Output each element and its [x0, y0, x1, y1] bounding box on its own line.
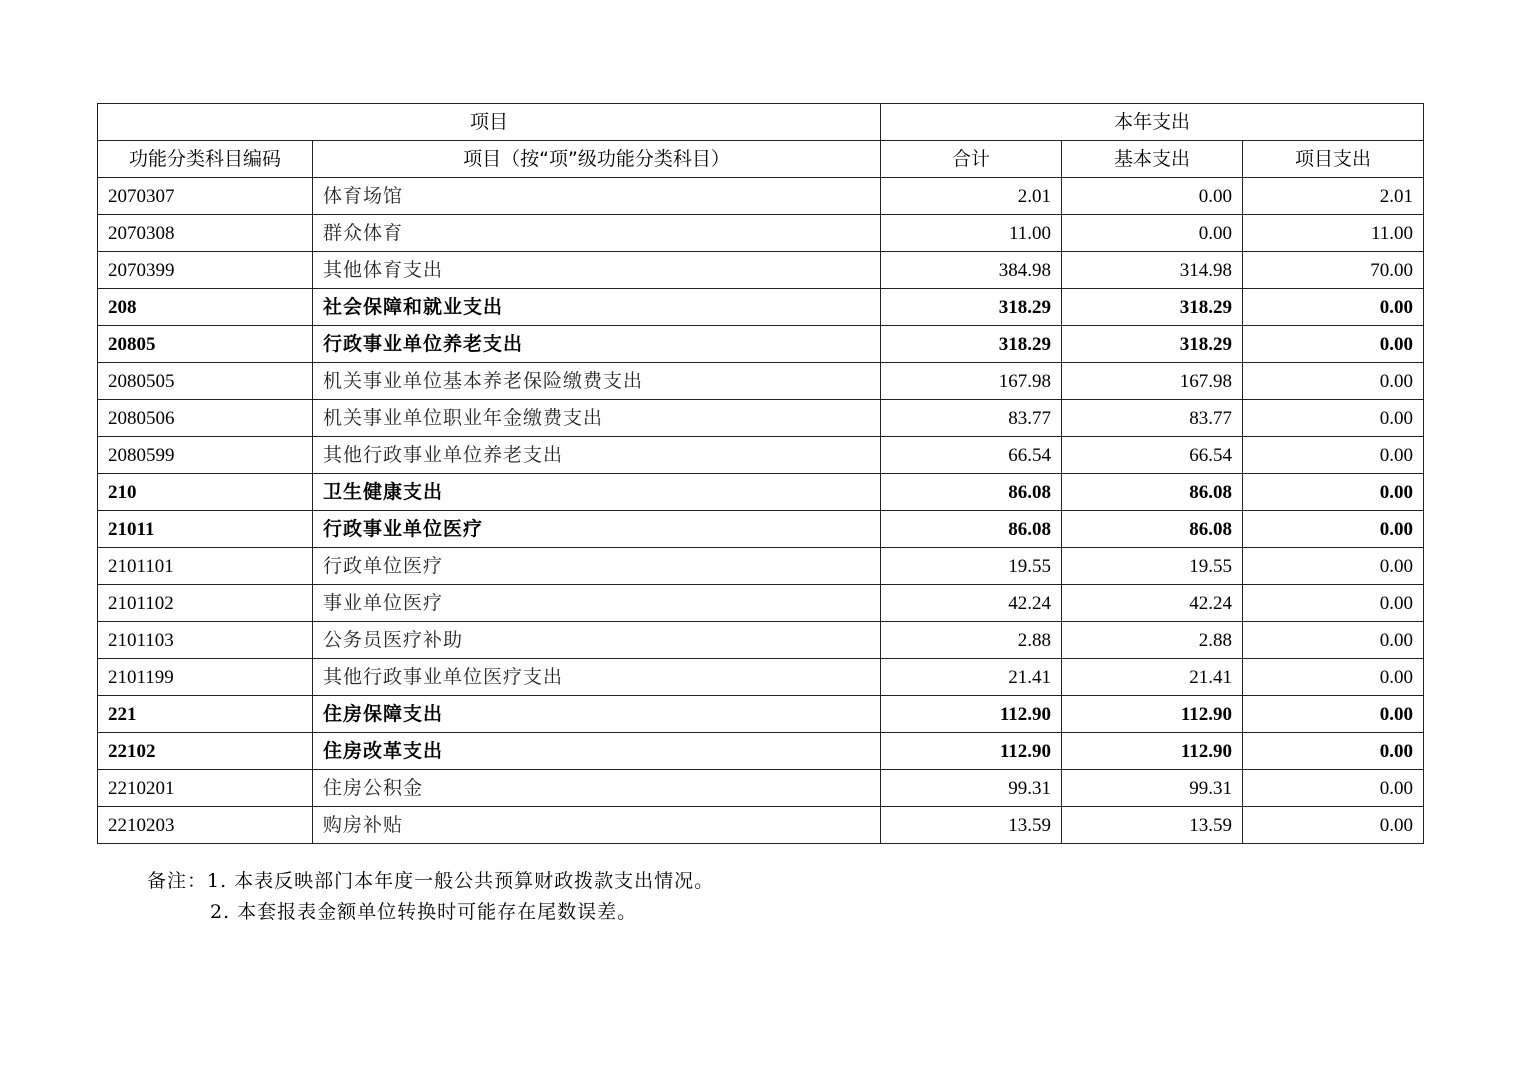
item-name-cell: 卫生健康支出	[313, 474, 881, 511]
total-cell: 167.98	[881, 363, 1062, 400]
header-row-columns	[98, 141, 1424, 178]
item-name-cell: 住房保障支出	[313, 696, 881, 733]
project-expenditure-cell: 2.01	[1243, 178, 1424, 215]
table-row	[98, 733, 1424, 770]
table-row	[98, 585, 1424, 622]
code-cell: 210	[98, 474, 313, 511]
code-cell: 2070308	[98, 215, 313, 252]
note-item: 2. 本套报表金额单位转换时可能存在尾数误差。	[210, 901, 638, 923]
total-cell: 83.77	[881, 400, 1062, 437]
header-current-year-expenditure: 本年支出	[881, 104, 1424, 141]
item-name-cell: 行政单位医疗	[313, 548, 881, 585]
basic-expenditure-cell: 167.98	[1062, 363, 1243, 400]
note-row-2	[147, 897, 714, 928]
table-row	[98, 289, 1424, 326]
basic-expenditure-cell: 2.88	[1062, 622, 1243, 659]
basic-expenditure-cell: 66.54	[1062, 437, 1243, 474]
table-row	[98, 807, 1424, 844]
basic-expenditure-cell: 86.08	[1062, 474, 1243, 511]
header-item: 项目（按“项”级功能分类科目）	[313, 141, 881, 178]
code-cell: 21011	[98, 511, 313, 548]
total-cell: 318.29	[881, 289, 1062, 326]
code-cell: 2101199	[98, 659, 313, 696]
code-cell: 208	[98, 289, 313, 326]
item-name-cell: 住房改革支出	[313, 733, 881, 770]
basic-expenditure-cell: 318.29	[1062, 289, 1243, 326]
table-row	[98, 511, 1424, 548]
basic-expenditure-cell: 0.00	[1062, 215, 1243, 252]
total-cell: 318.29	[881, 326, 1062, 363]
basic-expenditure-cell: 21.41	[1062, 659, 1243, 696]
note-row-1	[147, 866, 714, 897]
code-cell: 221	[98, 696, 313, 733]
project-expenditure-cell: 0.00	[1243, 437, 1424, 474]
project-expenditure-cell: 0.00	[1243, 622, 1424, 659]
item-name-cell: 行政事业单位医疗	[313, 511, 881, 548]
project-expenditure-cell: 0.00	[1243, 363, 1424, 400]
project-expenditure-cell: 0.00	[1243, 400, 1424, 437]
total-cell: 112.90	[881, 696, 1062, 733]
item-name-cell: 其他行政事业单位养老支出	[313, 437, 881, 474]
project-expenditure-cell: 0.00	[1243, 733, 1424, 770]
code-cell: 22102	[98, 733, 313, 770]
table-row	[98, 659, 1424, 696]
header-total: 合计	[881, 141, 1062, 178]
code-cell: 2080599	[98, 437, 313, 474]
project-expenditure-cell: 0.00	[1243, 511, 1424, 548]
basic-expenditure-cell: 13.59	[1062, 807, 1243, 844]
table-row	[98, 770, 1424, 807]
total-cell: 42.24	[881, 585, 1062, 622]
project-expenditure-cell: 0.00	[1243, 289, 1424, 326]
item-name-cell: 住房公积金	[313, 770, 881, 807]
basic-expenditure-cell: 318.29	[1062, 326, 1243, 363]
notes	[147, 866, 714, 928]
project-expenditure-cell: 0.00	[1243, 548, 1424, 585]
project-expenditure-cell: 0.00	[1243, 585, 1424, 622]
budget-table	[97, 103, 1424, 844]
total-cell: 99.31	[881, 770, 1062, 807]
header-row-top	[98, 104, 1424, 141]
basic-expenditure-cell: 112.90	[1062, 696, 1243, 733]
table-row	[98, 474, 1424, 511]
project-expenditure-cell: 0.00	[1243, 770, 1424, 807]
code-cell: 2070307	[98, 178, 313, 215]
table-row	[98, 215, 1424, 252]
code-cell: 2101103	[98, 622, 313, 659]
header-code: 功能分类科目编码	[98, 141, 313, 178]
table-row	[98, 548, 1424, 585]
note-item: 1. 本表反映部门本年度一般公共预算财政拨款支出情况。	[207, 870, 715, 892]
total-cell: 86.08	[881, 474, 1062, 511]
code-cell: 2080505	[98, 363, 313, 400]
code-cell: 2080506	[98, 400, 313, 437]
total-cell: 112.90	[881, 733, 1062, 770]
item-name-cell: 其他体育支出	[313, 252, 881, 289]
total-cell: 2.01	[881, 178, 1062, 215]
code-cell: 2210203	[98, 807, 313, 844]
table-row	[98, 326, 1424, 363]
item-name-cell: 群众体育	[313, 215, 881, 252]
item-name-cell: 事业单位医疗	[313, 585, 881, 622]
item-name-cell: 体育场馆	[313, 178, 881, 215]
table-row	[98, 696, 1424, 733]
basic-expenditure-cell: 112.90	[1062, 733, 1243, 770]
basic-expenditure-cell: 99.31	[1062, 770, 1243, 807]
code-cell: 20805	[98, 326, 313, 363]
basic-expenditure-cell: 42.24	[1062, 585, 1243, 622]
project-expenditure-cell: 0.00	[1243, 659, 1424, 696]
code-cell: 2101102	[98, 585, 313, 622]
project-expenditure-cell: 70.00	[1243, 252, 1424, 289]
total-cell: 19.55	[881, 548, 1062, 585]
total-cell: 13.59	[881, 807, 1062, 844]
item-name-cell: 机关事业单位职业年金缴费支出	[313, 400, 881, 437]
basic-expenditure-cell: 86.08	[1062, 511, 1243, 548]
item-name-cell: 社会保障和就业支出	[313, 289, 881, 326]
item-name-cell: 行政事业单位养老支出	[313, 326, 881, 363]
project-expenditure-cell: 0.00	[1243, 807, 1424, 844]
code-cell: 2101101	[98, 548, 313, 585]
total-cell: 21.41	[881, 659, 1062, 696]
basic-expenditure-cell: 314.98	[1062, 252, 1243, 289]
total-cell: 2.88	[881, 622, 1062, 659]
header-project: 项目	[98, 104, 881, 141]
table-row	[98, 178, 1424, 215]
header-basic: 基本支出	[1062, 141, 1243, 178]
table-row	[98, 437, 1424, 474]
project-expenditure-cell: 0.00	[1243, 696, 1424, 733]
item-name-cell: 其他行政事业单位医疗支出	[313, 659, 881, 696]
code-cell: 2210201	[98, 770, 313, 807]
basic-expenditure-cell: 19.55	[1062, 548, 1243, 585]
total-cell: 11.00	[881, 215, 1062, 252]
table-row	[98, 252, 1424, 289]
item-name-cell: 机关事业单位基本养老保险缴费支出	[313, 363, 881, 400]
total-cell: 384.98	[881, 252, 1062, 289]
code-cell: 2070399	[98, 252, 313, 289]
table-row	[98, 363, 1424, 400]
basic-expenditure-cell: 0.00	[1062, 178, 1243, 215]
total-cell: 86.08	[881, 511, 1062, 548]
item-name-cell: 公务员医疗补助	[313, 622, 881, 659]
table-row	[98, 622, 1424, 659]
project-expenditure-cell: 0.00	[1243, 474, 1424, 511]
notes-label: 备注：	[147, 870, 208, 892]
total-cell: 66.54	[881, 437, 1062, 474]
basic-expenditure-cell: 83.77	[1062, 400, 1243, 437]
table-row	[98, 400, 1424, 437]
project-expenditure-cell: 0.00	[1243, 326, 1424, 363]
header-project-expenditure: 项目支出	[1243, 141, 1424, 178]
project-expenditure-cell: 11.00	[1243, 215, 1424, 252]
item-name-cell: 购房补贴	[313, 807, 881, 844]
